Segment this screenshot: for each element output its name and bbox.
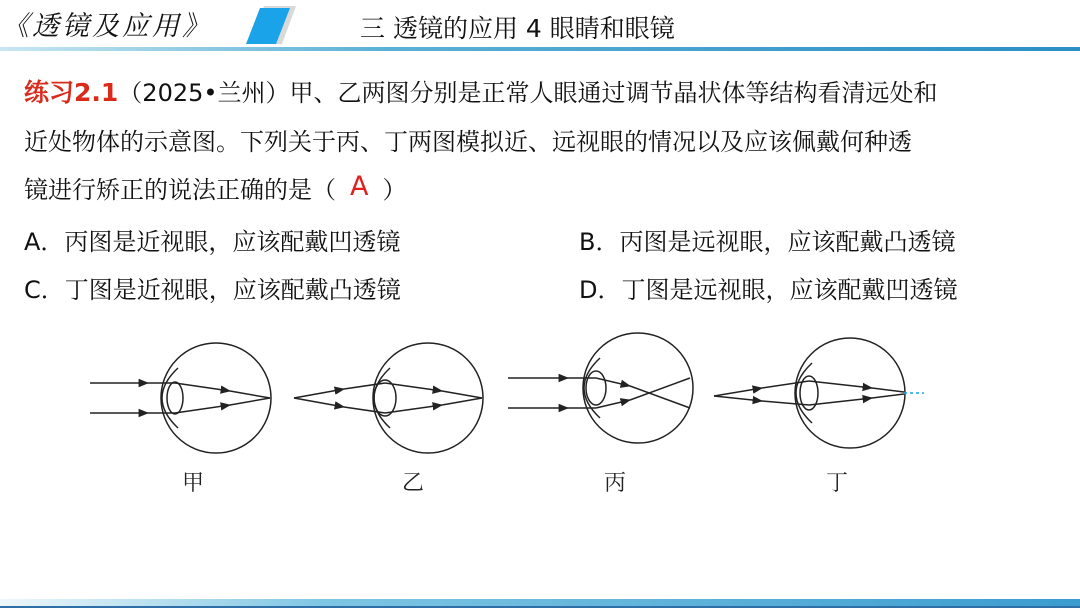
eye-diagrams-figure bbox=[82, 328, 942, 508]
eye-diagram-bing bbox=[508, 333, 693, 443]
option-b: B．丙图是远视眼，应该配戴凸透镜 bbox=[579, 228, 956, 256]
option-row-2 bbox=[24, 270, 1064, 318]
option-a: A．丙图是近视眼，应该配戴凹透镜 bbox=[24, 228, 401, 256]
question-line-2: 近处物体的示意图。下列关于丙、丁两图模拟近、远视眼的情况以及应该佩戴何种透 bbox=[24, 128, 912, 156]
question-line-1-text: （2025•兰州）甲、乙两图分别是正常人眼通过调节晶状体等结构看清远处和 bbox=[118, 79, 938, 107]
section-title: 三 透镜的应用 4 眼睛和眼镜 bbox=[360, 14, 675, 43]
question-line-3-close: ） bbox=[382, 176, 407, 204]
book-title: 《透镜及应用》 bbox=[2, 11, 212, 42]
caption-yi: 乙 bbox=[402, 471, 425, 496]
header-divider bbox=[0, 47, 1080, 51]
question-line-3-text: 镜进行矫正的说法正确的是（ bbox=[24, 176, 336, 204]
eye-diagram-ding bbox=[714, 338, 924, 448]
question-line-3 bbox=[24, 166, 1076, 214]
caption-jia: 甲 bbox=[182, 471, 205, 496]
answer-mark: A bbox=[350, 171, 369, 202]
exercise-label: 练习2.1 bbox=[24, 78, 119, 107]
answer-options bbox=[24, 222, 1064, 318]
footer-divider bbox=[0, 599, 1080, 606]
eye-diagram-yi bbox=[294, 343, 483, 453]
question-text bbox=[24, 72, 1076, 214]
caption-ding: 丁 bbox=[826, 471, 849, 496]
header-bar bbox=[0, 0, 1080, 50]
question-line-1 bbox=[24, 68, 1076, 118]
parallelogram-logo-icon bbox=[244, 4, 298, 46]
option-row-1 bbox=[24, 222, 1064, 270]
eye-diagram-jia bbox=[90, 343, 271, 453]
option-d: D．丁图是远视眼，应该配戴凹透镜 bbox=[579, 276, 958, 304]
caption-bing: 丙 bbox=[604, 471, 627, 496]
option-c: C．丁图是近视眼，应该配戴凸透镜 bbox=[24, 276, 401, 304]
